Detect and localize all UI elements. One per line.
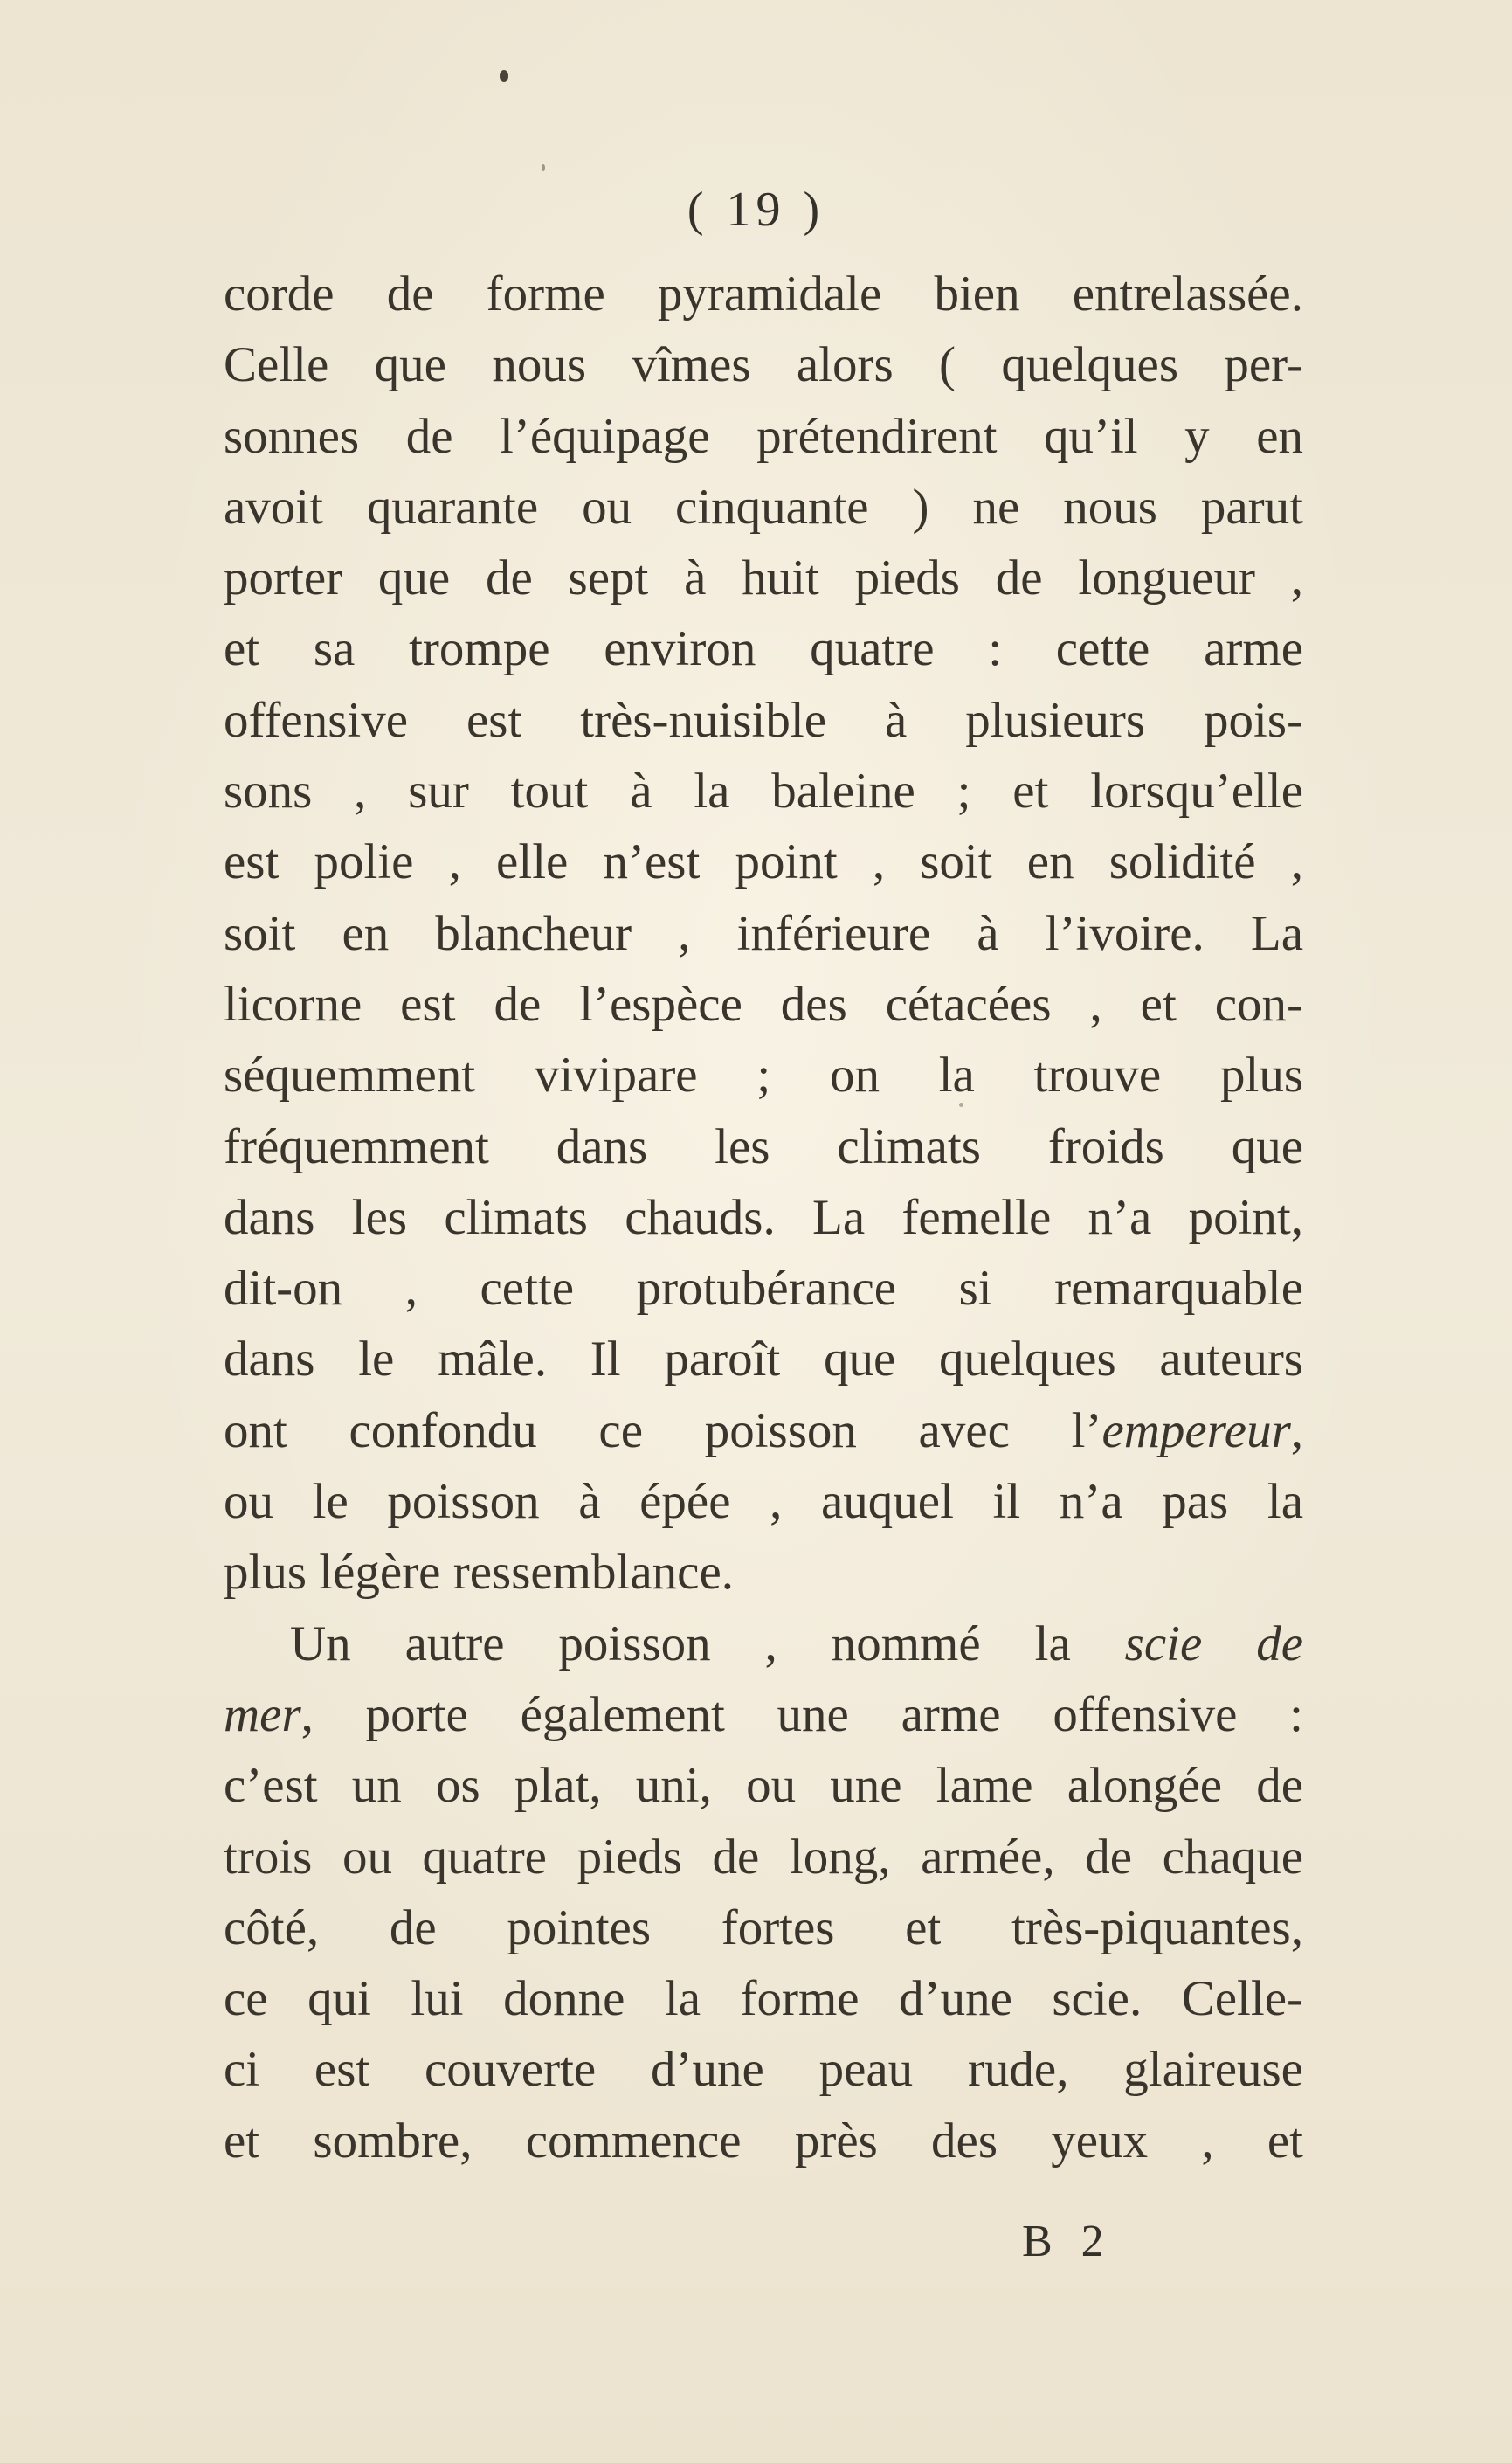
body-text [224, 259, 1303, 2176]
text-line: soit en blancheur , inférieure à l’ivoire. La [224, 905, 1303, 961]
page-number-header: ( 19 ) [687, 183, 825, 237]
text-line: offensive est très-nuisible à plusieurs pois- [224, 692, 1303, 748]
text-line: sonnes de l’équipage prétendirent qu’il y en [224, 408, 1303, 464]
italic-term: empereur [1101, 1402, 1291, 1458]
text-segment: , porte également une arme offensive : [300, 1686, 1303, 1742]
ink-speck [500, 70, 508, 82]
text-line: est polie , elle n’est point , soit en solidité , [224, 834, 1303, 890]
text-segment: ont confondu ce poisson avec l’ [224, 1402, 1102, 1458]
text-segment: Un autre poisson , nommé la [290, 1615, 1125, 1671]
text-line: ce qui lui donne la forme d’une scie. Celle- [224, 1971, 1303, 2027]
text-segment: , [1290, 1402, 1303, 1458]
italic-term: mer [224, 1686, 301, 1742]
text-line: séquemment vivipare ; on la trouve plus [224, 1048, 1303, 1104]
text-line: porter que de sept à huit pieds de longueur , [224, 550, 1303, 606]
text-line: ou le poisson à épée , auquel il n’a pas la [224, 1474, 1303, 1530]
text-line: sons , sur tout à la baleine ; et lorsqu’elle [224, 764, 1303, 820]
text-line [224, 1609, 1303, 1679]
text-line: Celle que nous vîmes alors ( quelques per- [224, 337, 1303, 393]
ink-speck [542, 164, 545, 171]
text-line: c’est un os plat, uni, ou une lame alongée de [224, 1758, 1303, 1814]
text-line [224, 1395, 1303, 1466]
text-line: et sa trompe environ quatre : cette arme [224, 621, 1303, 677]
text-line: dans les climats chauds. La femelle n’a point, [224, 1189, 1303, 1245]
text-line: dit-on , cette protubérance si remarquable [224, 1261, 1303, 1317]
signature-mark: B 2 [1022, 2217, 1113, 2266]
text-line: côté, de pointes fortes et très-piquantes, [224, 1899, 1303, 1955]
text-line: corde de forme pyramidale bien entrelassée. [224, 266, 1303, 322]
text-line: trois ou quatre pieds de long, armée, de chaque [224, 1829, 1303, 1885]
text-line: licorne est de l’espèce des cétacées , et con- [224, 976, 1303, 1032]
text-line: ci est couverte d’une peau rude, glaireuse [224, 2042, 1303, 2098]
text-line: fréquemment dans les climats froids que [224, 1118, 1303, 1174]
text-line: dans le mâle. Il paroît que quelques auteurs [224, 1332, 1303, 1387]
text-line: et sombre, commence près des yeux , et [224, 2113, 1303, 2169]
italic-term: scie de [1124, 1615, 1304, 1671]
text-line: avoit quarante ou cinquante ) ne nous parut [224, 479, 1303, 535]
text-line [224, 1679, 1303, 1750]
text-line: plus légère ressemblance. [224, 1545, 734, 1601]
